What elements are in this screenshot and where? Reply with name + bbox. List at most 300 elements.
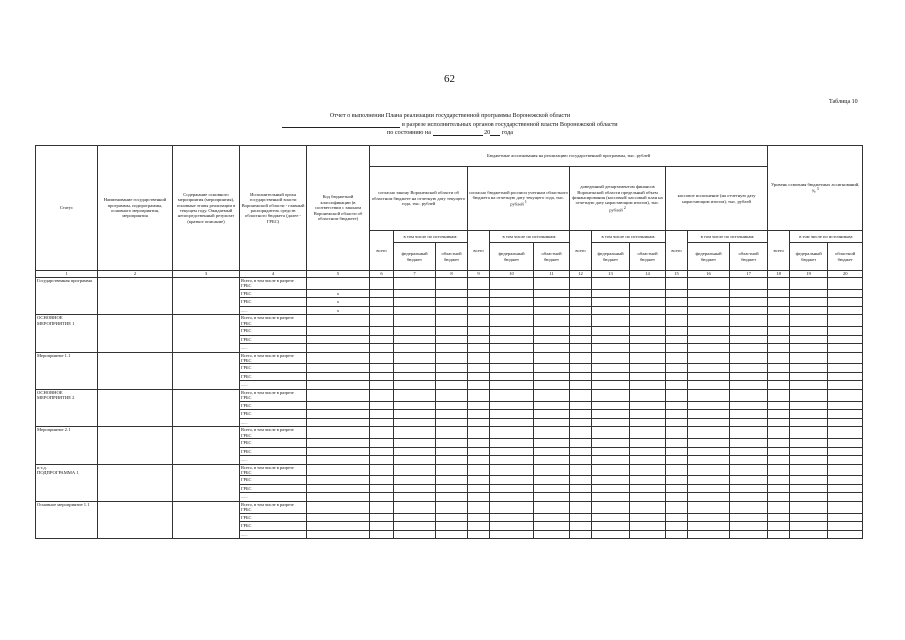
row-cell bbox=[592, 364, 630, 373]
row-cell bbox=[666, 513, 688, 522]
row-cell bbox=[828, 381, 863, 390]
row-cell bbox=[790, 410, 828, 419]
row-cell bbox=[828, 372, 863, 381]
row-cell bbox=[828, 401, 863, 410]
row-kbk bbox=[307, 447, 370, 456]
row-cell bbox=[688, 410, 730, 419]
row-kbk bbox=[307, 344, 370, 353]
row-cell bbox=[666, 530, 688, 539]
row-kbk bbox=[307, 278, 370, 290]
row-cell bbox=[730, 501, 768, 513]
row-cell bbox=[688, 513, 730, 522]
col-num: 10 bbox=[490, 271, 534, 278]
row-cell bbox=[688, 493, 730, 502]
row-cell bbox=[790, 315, 828, 327]
row-cell bbox=[730, 456, 768, 465]
row-cell bbox=[768, 410, 790, 419]
header-regional-3: областной бюджет bbox=[630, 243, 666, 271]
col-num: 8 bbox=[436, 271, 468, 278]
row-cell bbox=[790, 352, 828, 364]
row-cell bbox=[666, 522, 688, 531]
row-status-text: ОСНОВНОЕ МЕРОПРИЯТИЕ 2 bbox=[37, 389, 75, 401]
row-cell bbox=[490, 344, 534, 353]
row-executor-label: ГРБС bbox=[240, 364, 307, 373]
row-cell bbox=[790, 364, 828, 373]
row-kbk bbox=[307, 501, 370, 513]
row-cell bbox=[768, 501, 790, 513]
row-cell bbox=[592, 476, 630, 485]
table-body bbox=[36, 278, 863, 539]
row-cell bbox=[768, 530, 790, 539]
row-cell bbox=[688, 484, 730, 493]
row-cell bbox=[768, 327, 790, 336]
row-cell bbox=[570, 278, 592, 290]
report-title-line2 bbox=[250, 120, 650, 128]
row-cell bbox=[768, 484, 790, 493]
row-cell bbox=[394, 401, 436, 410]
row-cell bbox=[98, 352, 173, 389]
row-cell bbox=[630, 306, 666, 315]
header-regional-4: областной бюджет bbox=[730, 243, 768, 271]
row-executor-label: ГРБС bbox=[240, 327, 307, 336]
table-row bbox=[36, 315, 863, 327]
row-cell bbox=[468, 315, 490, 327]
row-cell bbox=[592, 439, 630, 448]
row-cell bbox=[98, 464, 173, 501]
row-cell bbox=[666, 389, 688, 401]
row-cell bbox=[828, 327, 863, 336]
row-cell bbox=[828, 364, 863, 373]
col-num: 2 bbox=[98, 271, 173, 278]
row-status-text: Мероприятие 2.1 bbox=[37, 427, 71, 433]
row-cell bbox=[534, 298, 570, 307]
row-cell bbox=[730, 381, 768, 390]
row-cell bbox=[370, 389, 394, 401]
row-cell bbox=[490, 484, 534, 493]
row-cell bbox=[688, 315, 730, 327]
row-cell bbox=[534, 344, 570, 353]
row-cell bbox=[370, 493, 394, 502]
row-cell bbox=[468, 401, 490, 410]
row-executor-label: ...... bbox=[240, 456, 307, 465]
row-cell bbox=[394, 306, 436, 315]
row-cell bbox=[666, 464, 688, 476]
row-cell bbox=[394, 381, 436, 390]
row-executor-label: ГРБС bbox=[240, 439, 307, 448]
row-cell bbox=[592, 389, 630, 401]
row-cell bbox=[592, 278, 630, 290]
row-cell bbox=[436, 372, 468, 381]
row-cell bbox=[828, 352, 863, 364]
row-cell bbox=[790, 327, 828, 336]
row-cell bbox=[688, 289, 730, 298]
row-executor-label: ...... bbox=[240, 418, 307, 427]
row-cell bbox=[730, 278, 768, 290]
row-cell bbox=[534, 364, 570, 373]
row-cell bbox=[394, 439, 436, 448]
header-total-4: всего bbox=[666, 231, 688, 271]
row-cell bbox=[468, 364, 490, 373]
row-cell bbox=[436, 501, 468, 513]
row-executor-label: ГРБС bbox=[240, 522, 307, 531]
row-cell bbox=[490, 352, 534, 364]
row-cell bbox=[570, 484, 592, 493]
row-cell bbox=[768, 352, 790, 364]
row-cell bbox=[768, 289, 790, 298]
row-cell bbox=[630, 401, 666, 410]
row-cell bbox=[534, 289, 570, 298]
row-kbk bbox=[307, 456, 370, 465]
row-cell bbox=[768, 306, 790, 315]
row-cell bbox=[688, 372, 730, 381]
row-cell bbox=[370, 427, 394, 439]
row-executor-label: ГРБС bbox=[240, 513, 307, 522]
header-status: Статус bbox=[36, 146, 98, 271]
row-cell bbox=[394, 372, 436, 381]
row-executor-label: Всего, в том числе в разрезе ГРБС bbox=[240, 315, 307, 327]
row-cell bbox=[534, 381, 570, 390]
row-cell bbox=[666, 418, 688, 427]
row-cell bbox=[570, 464, 592, 476]
header-federal-2: федеральный бюджет bbox=[490, 243, 534, 271]
row-cell bbox=[790, 401, 828, 410]
row-cell bbox=[630, 427, 666, 439]
row-cell bbox=[394, 327, 436, 336]
row-cell bbox=[592, 418, 630, 427]
row-kbk bbox=[307, 401, 370, 410]
header-total-3: всего bbox=[570, 231, 592, 271]
row-cell bbox=[436, 427, 468, 439]
row-executor-label: Всего, в том числе в разрезе ГРБС bbox=[240, 352, 307, 364]
row-cell bbox=[828, 501, 863, 513]
row-cell bbox=[630, 372, 666, 381]
header-budget-group: Бюджетные ассигнования на реализацию государственной программы, тыс. рублей bbox=[370, 146, 768, 167]
row-cell bbox=[790, 476, 828, 485]
table-row bbox=[36, 427, 863, 439]
row-cell bbox=[468, 327, 490, 336]
row-cell bbox=[436, 306, 468, 315]
row-cell bbox=[828, 315, 863, 327]
row-cell bbox=[730, 315, 768, 327]
row-cell bbox=[370, 372, 394, 381]
header-reporting bbox=[468, 167, 570, 231]
row-cell bbox=[570, 418, 592, 427]
header-total-2: всего bbox=[468, 231, 490, 271]
col-num: 9 bbox=[468, 271, 490, 278]
row-cell bbox=[630, 298, 666, 307]
header-incl-4: в том числе по источникам: bbox=[688, 231, 768, 243]
row-cell bbox=[490, 389, 534, 401]
row-cell bbox=[666, 372, 688, 381]
row-executor-label: Всего, в том числе в разрезе ГРБС bbox=[240, 389, 307, 401]
row-cell bbox=[394, 476, 436, 485]
row-cell bbox=[468, 410, 490, 419]
row-status-text: Мероприятие 1.1 bbox=[37, 352, 71, 358]
row-cell bbox=[768, 298, 790, 307]
row-cell bbox=[790, 493, 828, 502]
row-cell bbox=[666, 298, 688, 307]
row-cell bbox=[768, 335, 790, 344]
table-row bbox=[36, 278, 863, 290]
row-cell bbox=[534, 439, 570, 448]
row-cell bbox=[630, 476, 666, 485]
row-cell bbox=[490, 427, 534, 439]
row-cell bbox=[828, 418, 863, 427]
col-num: 12 bbox=[570, 271, 592, 278]
row-cell bbox=[436, 278, 468, 290]
row-cell bbox=[468, 464, 490, 476]
row-cell bbox=[730, 352, 768, 364]
row-cell bbox=[570, 476, 592, 485]
row-cell bbox=[828, 389, 863, 401]
row-cell bbox=[468, 335, 490, 344]
row-kbk bbox=[307, 389, 370, 401]
row-cell bbox=[490, 447, 534, 456]
row-cell bbox=[468, 484, 490, 493]
row-cell bbox=[436, 530, 468, 539]
header-incl-3: в том числе по источникам: bbox=[592, 231, 666, 243]
row-cell bbox=[828, 447, 863, 456]
row-cell bbox=[534, 456, 570, 465]
row-cell bbox=[436, 352, 468, 364]
row-cell bbox=[630, 447, 666, 456]
row-cell bbox=[394, 315, 436, 327]
col-num: 17 bbox=[730, 271, 768, 278]
row-cell bbox=[828, 484, 863, 493]
row-cell bbox=[828, 427, 863, 439]
row-kbk bbox=[307, 493, 370, 502]
row-cell bbox=[534, 513, 570, 522]
column-number-row bbox=[36, 271, 863, 278]
row-cell bbox=[688, 306, 730, 315]
row-cell bbox=[370, 364, 394, 373]
row-cell bbox=[468, 278, 490, 290]
row-executor-label: ГРБС bbox=[240, 289, 307, 298]
row-cell bbox=[630, 439, 666, 448]
row-cell bbox=[630, 522, 666, 531]
row-cell bbox=[688, 418, 730, 427]
row-cell bbox=[490, 464, 534, 476]
row-cell bbox=[790, 447, 828, 456]
row-cell bbox=[730, 306, 768, 315]
row-cell bbox=[370, 306, 394, 315]
row-cell bbox=[768, 493, 790, 502]
row-cell bbox=[730, 298, 768, 307]
row-cell bbox=[666, 352, 688, 364]
row-cell bbox=[768, 427, 790, 439]
header-additional-text: доведенный департаментом финансов Воронежской области предельный объем финансирования (кассовый/ кассовый план на отчетную дату нарастающим итогом), тыс. рублей bbox=[572, 184, 663, 213]
row-cell bbox=[534, 335, 570, 344]
row-cell bbox=[468, 344, 490, 353]
title-line3-prefix: по состоянию на bbox=[386, 129, 431, 136]
row-cell bbox=[436, 493, 468, 502]
header-level-sup: 3 bbox=[816, 187, 819, 192]
row-cell bbox=[630, 389, 666, 401]
row-cell bbox=[666, 447, 688, 456]
row-executor-label: Всего, в том числе в разрезе ГРБС bbox=[240, 427, 307, 439]
row-cell bbox=[570, 315, 592, 327]
row-cell bbox=[490, 335, 534, 344]
row-cell bbox=[592, 513, 630, 522]
row-cell bbox=[688, 530, 730, 539]
row-cell bbox=[630, 513, 666, 522]
row-kbk bbox=[307, 364, 370, 373]
row-cell bbox=[436, 364, 468, 373]
row-cell bbox=[490, 439, 534, 448]
col-num: 19 bbox=[790, 271, 828, 278]
row-cell bbox=[828, 335, 863, 344]
title-line3-suffix: года bbox=[501, 129, 514, 136]
row-status bbox=[36, 501, 98, 538]
row-cell bbox=[592, 381, 630, 390]
row-cell bbox=[468, 389, 490, 401]
header-level bbox=[768, 146, 863, 231]
row-cell bbox=[570, 530, 592, 539]
row-cell bbox=[666, 493, 688, 502]
row-cell bbox=[666, 501, 688, 513]
row-cell bbox=[570, 501, 592, 513]
row-cell bbox=[534, 493, 570, 502]
col-num: 4 bbox=[240, 271, 307, 278]
row-kbk bbox=[307, 327, 370, 336]
table-row bbox=[36, 389, 863, 401]
row-cell bbox=[828, 476, 863, 485]
row-cell bbox=[436, 456, 468, 465]
row-cell bbox=[592, 484, 630, 493]
row-cell bbox=[828, 410, 863, 419]
row-cell bbox=[666, 344, 688, 353]
row-cell bbox=[436, 401, 468, 410]
row-cell bbox=[570, 344, 592, 353]
header-regional-5: областной бюджет bbox=[828, 243, 863, 271]
row-cell bbox=[534, 389, 570, 401]
row-cell bbox=[436, 315, 468, 327]
row-cell bbox=[688, 501, 730, 513]
row-cell bbox=[534, 501, 570, 513]
row-executor-label: ГРБС bbox=[240, 410, 307, 419]
blank-date bbox=[433, 128, 483, 136]
row-cell bbox=[730, 418, 768, 427]
header-federal-5: федеральный бюджет bbox=[790, 243, 828, 271]
row-cell bbox=[570, 327, 592, 336]
row-cell bbox=[490, 372, 534, 381]
row-executor-label: Всего, в том числе в разрезе ГРБС bbox=[240, 501, 307, 513]
row-cell bbox=[666, 289, 688, 298]
row-cell bbox=[370, 530, 394, 539]
row-cell bbox=[173, 389, 240, 426]
col-num: 6 bbox=[370, 271, 394, 278]
row-cell bbox=[730, 364, 768, 373]
row-cell bbox=[570, 306, 592, 315]
row-cell bbox=[570, 389, 592, 401]
row-cell bbox=[490, 456, 534, 465]
header-executor: Исполнительный орган государственной власти Воронежской области - главный распорядитель средств областного бюджета (далее - ГРБС) bbox=[240, 146, 307, 271]
row-cell bbox=[436, 418, 468, 427]
row-cell bbox=[394, 493, 436, 502]
row-cell bbox=[630, 464, 666, 476]
row-cell bbox=[490, 513, 534, 522]
row-cell bbox=[790, 289, 828, 298]
row-cell bbox=[570, 513, 592, 522]
col-num: 3 bbox=[173, 271, 240, 278]
row-cell bbox=[688, 389, 730, 401]
row-cell bbox=[790, 484, 828, 493]
row-cell bbox=[468, 447, 490, 456]
row-cell bbox=[490, 530, 534, 539]
row-executor-label: Всего, в том числе в разрезе ГРБС bbox=[240, 278, 307, 290]
row-cell bbox=[534, 447, 570, 456]
row-executor-label: ...... bbox=[240, 306, 307, 315]
row-executor-label: ...... bbox=[240, 381, 307, 390]
row-status bbox=[36, 389, 98, 426]
row-cell bbox=[666, 401, 688, 410]
row-cell bbox=[490, 381, 534, 390]
row-executor-label: ...... bbox=[240, 344, 307, 353]
row-cell bbox=[790, 298, 828, 307]
row-cell bbox=[730, 447, 768, 456]
row-cell bbox=[436, 389, 468, 401]
row-cell bbox=[436, 447, 468, 456]
row-cell bbox=[490, 418, 534, 427]
row-cell bbox=[394, 464, 436, 476]
row-status bbox=[36, 278, 98, 315]
row-cell bbox=[688, 456, 730, 465]
row-executor-label: ГРБС bbox=[240, 372, 307, 381]
row-cell bbox=[790, 344, 828, 353]
row-cell bbox=[370, 456, 394, 465]
row-executor-label: ГРБС bbox=[240, 447, 307, 456]
row-cell bbox=[666, 364, 688, 373]
row-cell bbox=[468, 289, 490, 298]
row-cell bbox=[173, 427, 240, 464]
row-cell bbox=[768, 456, 790, 465]
row-cell bbox=[394, 484, 436, 493]
col-num: 7 bbox=[394, 271, 436, 278]
row-cell bbox=[468, 381, 490, 390]
row-cell bbox=[828, 439, 863, 448]
row-cell bbox=[436, 344, 468, 353]
row-cell bbox=[468, 298, 490, 307]
row-cell bbox=[688, 278, 730, 290]
row-cell bbox=[730, 484, 768, 493]
row-cell bbox=[570, 401, 592, 410]
row-cell bbox=[730, 464, 768, 476]
page-number: 62 bbox=[444, 73, 455, 85]
row-cell bbox=[592, 493, 630, 502]
row-cell bbox=[370, 522, 394, 531]
row-cell bbox=[436, 513, 468, 522]
row-cell bbox=[730, 513, 768, 522]
row-cell bbox=[730, 410, 768, 419]
row-cell bbox=[688, 327, 730, 336]
row-executor-label: ГРБС bbox=[240, 335, 307, 344]
row-cell bbox=[630, 410, 666, 419]
row-kbk bbox=[307, 464, 370, 476]
row-cell bbox=[370, 501, 394, 513]
row-cell bbox=[768, 401, 790, 410]
col-num: 14 bbox=[630, 271, 666, 278]
row-cell bbox=[768, 278, 790, 290]
col-num: 20 bbox=[828, 271, 863, 278]
row-cell bbox=[394, 522, 436, 531]
header-incl-5: в том числе по источникам: bbox=[790, 231, 863, 243]
row-cell bbox=[370, 298, 394, 307]
row-executor-label: ГРБС bbox=[240, 401, 307, 410]
row-cell bbox=[768, 464, 790, 476]
row-cell bbox=[688, 447, 730, 456]
row-cell bbox=[666, 335, 688, 344]
row-cell bbox=[570, 289, 592, 298]
